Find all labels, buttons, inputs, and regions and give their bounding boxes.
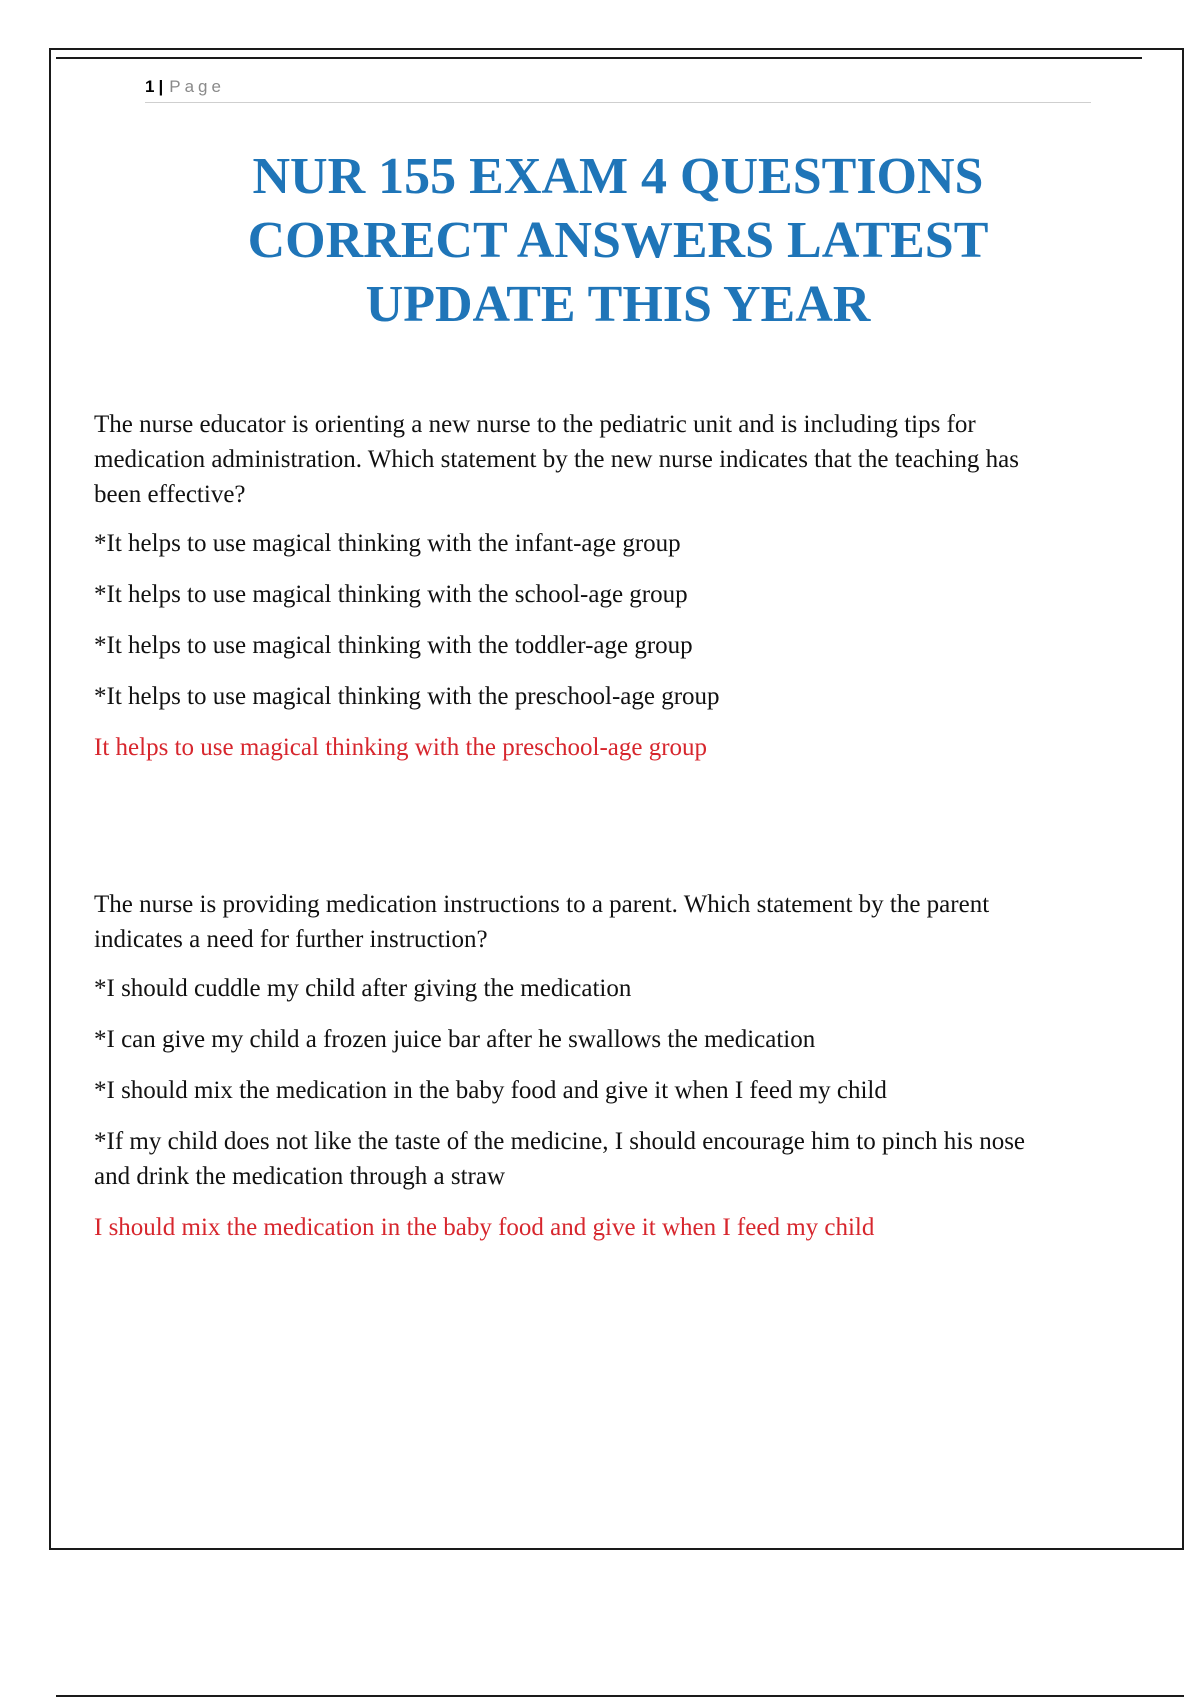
page-number: 1 — [145, 77, 155, 96]
question-2-option-3: *I should mix the medication in the baby food and give it when I feed my child — [94, 1077, 887, 1104]
question-1-answer: It helps to use magical thinking with the preschool-age group — [94, 734, 708, 761]
title-line-3: UPDATE THIS YEAR — [365, 276, 871, 333]
page-header — [145, 72, 1091, 103]
question-2-stem: The nurse is providing medication instructions to a parent. Which statement by the parent indicates a need for further instruction? — [94, 891, 990, 953]
question-1 — [94, 407, 1054, 765]
page-label: Page — [169, 77, 225, 96]
question-2 — [94, 887, 1054, 1245]
question-2-answer: I should mix the medication in the baby food and give it when I feed my child — [94, 1214, 875, 1241]
question-1-stem: The nurse educator is orienting a new nurse to the pediatric unit and is including tips for medication administration. Which statement by the new nurse indicates that the teaching has been effective? — [94, 411, 1019, 508]
question-1-option-1: *It helps to use magical thinking with the infant-age group — [94, 530, 681, 557]
frame-top-rule — [56, 57, 1142, 59]
question-1-option-4: *It helps to use magical thinking with the preschool-age group — [94, 683, 720, 710]
question-1-option-2: *It helps to use magical thinking with the school-age group — [94, 581, 688, 608]
next-page-top-rule — [56, 1695, 1184, 1697]
question-1-option-3: *It helps to use magical thinking with the toddler-age group — [94, 632, 693, 659]
question-2-option-1: *I should cuddle my child after giving the medication — [94, 975, 632, 1002]
page-separator: | — [158, 77, 164, 96]
title-line-1: NUR 155 EXAM 4 QUESTIONS — [252, 148, 984, 205]
question-2-option-4: *If my child does not like the taste of the medicine, I should encourage him to pinch his nose and drink the medication through a straw — [94, 1128, 1026, 1190]
title-line-2: CORRECT ANSWERS LATEST — [247, 212, 989, 269]
question-2-option-2: *I can give my child a frozen juice bar after he swallows the medication — [94, 1026, 816, 1053]
document-title — [145, 145, 1091, 337]
page-frame — [49, 48, 1184, 1550]
